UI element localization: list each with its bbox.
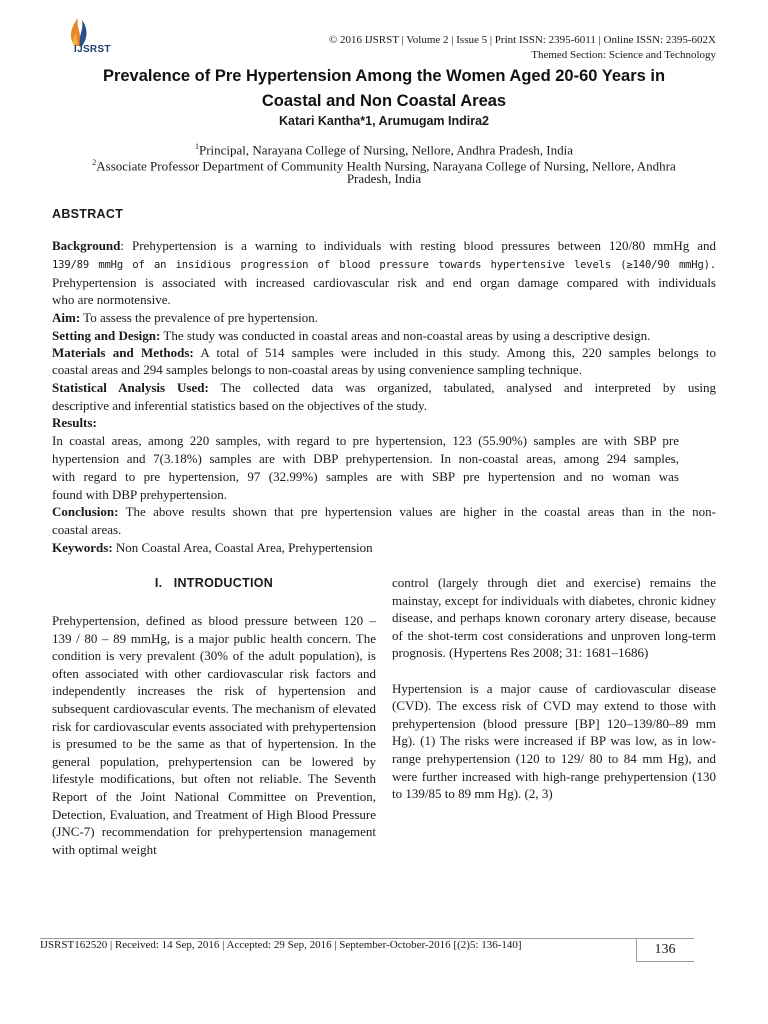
aim-text: To assess the prevalence of pre hypertension.: [80, 310, 318, 325]
conclusion-label: Conclusion:: [52, 504, 119, 519]
abstract-results-label: [52, 415, 716, 431]
affiliation-2-text: Associate Professor Department of Community Health Nursing, Narayana College of Nursing, Nellore, Andhra: [96, 158, 676, 174]
setting-label: Setting and Design:: [52, 328, 161, 343]
methods-label: Materials and Methods:: [52, 345, 194, 360]
affiliation-2-cont: Pradesh, India: [346, 171, 422, 186]
title-line-1: Prevalence of Pre Hypertension Among the Women Aged 20-60 Years in: [102, 67, 666, 85]
affiliation-mark-2: 2: [92, 158, 97, 167]
stats-label: Statistical Analysis Used:: [52, 380, 209, 395]
background-label: Background: [52, 238, 121, 253]
methods-text-1: A total of 514 samples were included in this study. Among this, 220 samples belongs to: [193, 345, 717, 360]
aim-label: Aim:: [52, 310, 81, 325]
intro-paragraph-1: Prehypertension, defined as blood pressure between 120 – 139 / 80 – 89 mmHg, is a major public health concern. The condition is very prevalent (30% of the adult population), is often associated with other cardiovascular risk factors and independently increases the risk of hypertension and subsequent cardiovascular events. The mechanism of elevated risk for cardiovascular events associated with prehypertension is presumed to be the same as that of hypertension. In the general population, prehypertension can be lowered by lifestyle modifications, but often not reliable. The Seventh Report of the Joint National Committee on Prevention, Detection, Evaluation, and Treatment of High Blood Pressure (JNC-7) recommendation for prehypertension management with optimal weight: [52, 613, 376, 857]
abstract-results-line-2: hypertension and 7(3.18%) samples are with DBP prehypertension. In non-coastal areas, among 294 samples,: [52, 451, 679, 466]
journal-logo: [60, 14, 120, 64]
abstract-setting: [52, 328, 716, 344]
abstract-stats-line-2: descriptive and inferential statistics based on the objectives of the study.: [52, 398, 427, 413]
keywords-text: Non Coastal Area, Coastal Area, Prehypertension: [112, 540, 373, 555]
paper-title: [60, 64, 708, 114]
conclusion-text-1: The above results shown that pre hypertension values are higher in the coastal areas than in the non-: [118, 504, 716, 519]
abstract-heading: ABSTRACT: [52, 207, 124, 221]
setting-text: The study was conducted in coastal areas and non-coastal areas by using a descriptive design.: [160, 328, 651, 343]
background-text-1: : Prehypertension is a warning to individuals with resting blood pressures between 120/80 mmHg and: [120, 238, 716, 253]
flame-logo-icon: [60, 14, 120, 48]
intro-right-column: [392, 574, 716, 803]
abstract-background-line-3: Prehypertension is associated with increased cardiovascular risk and end organ damage compared with individuals: [52, 275, 716, 290]
footer-citation: IJSRST162520 | Received: 14 Sep, 2016 | Accepted: 29 Sep, 2016 | September-October-2016 [(2)5: 136-140]: [40, 939, 522, 951]
results-label: Results:: [52, 415, 97, 430]
authors: Katari Kantha*1, Arumugam Indira2: [278, 114, 489, 128]
abstract-stats-line-1: [52, 380, 716, 396]
abstract-keywords: [52, 540, 716, 556]
intro-left-column: [52, 612, 376, 858]
intro-paragraph-2: control (largely through diet and exercise) remains the mainstay, except for individuals with diabetes, chronic kidney disease, and perhaps known coronary artery disease, because of the shot-term cost considerations and unproven long-term prognosis. (Hypertens Res 2008; 31: 1681–1686): [392, 575, 716, 661]
keywords-label: Keywords:: [52, 540, 113, 555]
abstract-background-line-2: 139/89 mmHg of an insidious progression of blood pressure towards hypertensive levels (≥140/90 mmHg).: [52, 259, 716, 271]
abstract-results-line-1: In coastal areas, among 220 samples, with regard to pre hypertension, 123 (55.90%) samples are with SBP pre: [52, 433, 679, 448]
journal-info: © 2016 IJSRST | Volume 2 | Issue 5 | Print ISSN: 2395-6011 | Online ISSN: 2395-602X: [328, 34, 716, 46]
title-line-2: Coastal and Non Coastal Areas: [261, 92, 507, 110]
logo-text: IJSRST: [74, 44, 111, 55]
affiliation-mark-1: 1: [194, 142, 199, 151]
abstract-results-line-3: with regard to pre hypertension, 97 (32.99%) samples are with SBP pre hypertension and no woman was: [52, 469, 679, 484]
abstract-conclusion-line-1: [52, 504, 716, 520]
abstract-results-line-4: found with DBP prehypertension.: [52, 487, 227, 502]
stats-text-1: The collected data was organized, tabulated, analysed and interpreted by using: [208, 380, 717, 395]
abstract-aim: [52, 310, 716, 326]
abstract-conclusion-line-2: coastal areas.: [52, 522, 122, 537]
themed-section: Themed Section: Science and Technology: [531, 49, 716, 61]
introduction-heading: I. INTRODUCTION: [154, 576, 274, 590]
intro-paragraph-3: Hypertension is a major cause of cardiovascular disease (CVD). The excess risk of CVD may extend to those with prehypertension (blood pressure [BP] 120–139/80–89 mm Hg). (1) The risks were increased if BP was low, as in low-range prehypertension (120 to 129/ 80 to 84 mm Hg), and were further increased with high-range prehypertension (130 to 139/85 to 89 mm Hg). (2, 3): [392, 680, 716, 802]
page-number: 136: [654, 942, 676, 957]
abstract-background-line-4: who are normotensive.: [52, 292, 171, 307]
abstract-methods-line-2: coastal areas and 294 samples belongs to non-coastal areas by using convenience sampling technique.: [52, 362, 582, 377]
abstract-methods-line-1: [52, 345, 716, 361]
abstract-background-line-1: [52, 238, 716, 254]
affiliation-1-text: Principal, Narayana College of Nursing, Nellore, Andhra Pradesh, India: [198, 142, 573, 158]
